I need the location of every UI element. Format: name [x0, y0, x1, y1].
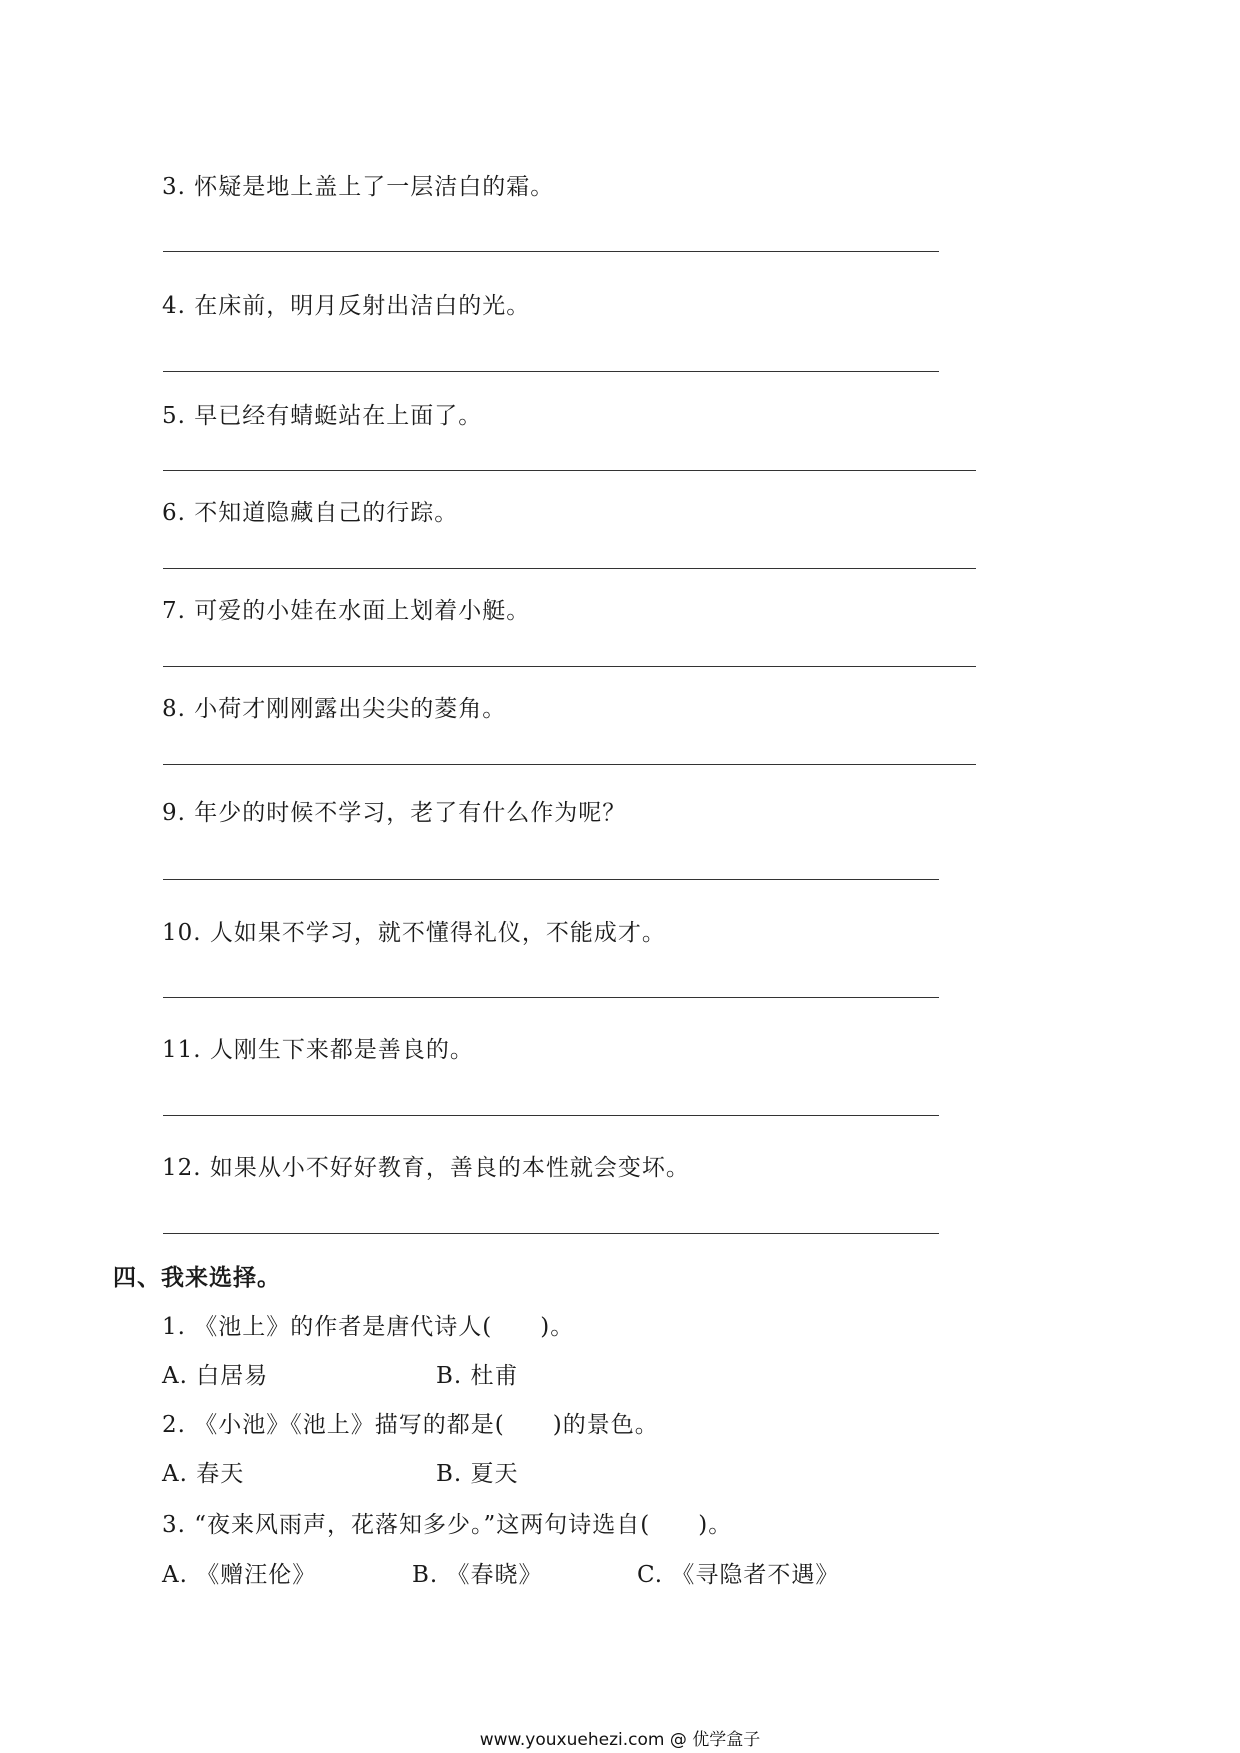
answer-line-8[interactable] [163, 764, 976, 765]
choice-1-option-a[interactable]: A. 白居易 [162, 1363, 269, 1389]
answer-line-7[interactable] [163, 666, 976, 667]
answer-line-9[interactable] [163, 879, 939, 880]
choice-3-option-c[interactable]: C. 《寻隐者不遇》 [637, 1562, 840, 1588]
question-4: 4. 在床前，明月反射出洁白的光。 [162, 293, 531, 319]
question-6: 6. 不知道隐藏自己的行踪。 [162, 500, 459, 526]
choice-1-option-b[interactable]: B. 杜甫 [436, 1363, 519, 1389]
question-3: 3. 怀疑是地上盖上了一层洁白的霜。 [162, 174, 555, 200]
choice-question-1: 1. 《池上》的作者是唐代诗人( )。 [162, 1314, 575, 1340]
answer-line-4[interactable] [163, 371, 939, 372]
answer-line-12[interactable] [163, 1233, 939, 1234]
question-7: 7. 可爱的小娃在水面上划着小艇。 [162, 598, 531, 624]
question-10: 10. 人如果不学习，就不懂得礼仪，不能成才。 [162, 920, 666, 946]
choice-2-option-b[interactable]: B. 夏天 [436, 1461, 519, 1487]
section-4-title: 四、我来选择。 [113, 1265, 281, 1291]
choice-3-option-a[interactable]: A. 《赠汪伦》 [162, 1562, 317, 1588]
choice-question-3: 3. “夜来风雨声，花落知多少。”这两句诗选自( )。 [162, 1512, 733, 1538]
answer-line-5[interactable] [163, 470, 976, 471]
answer-line-6[interactable] [163, 568, 976, 569]
choice-2-option-a[interactable]: A. 春天 [162, 1461, 245, 1487]
footer-watermark: www.youxuehezi.com @ 优学盒子 [479, 1730, 761, 1750]
answer-line-11[interactable] [163, 1115, 939, 1116]
choice-3-option-b[interactable]: B. 《春晓》 [412, 1562, 543, 1588]
question-5: 5. 早已经有蜻蜓站在上面了。 [162, 403, 483, 429]
answer-line-10[interactable] [163, 997, 939, 998]
question-8: 8. 小荷才刚刚露出尖尖的菱角。 [162, 696, 507, 722]
choice-question-2: 2. 《小池》《池上》描写的都是( )的景色。 [162, 1412, 659, 1438]
question-11: 11. 人刚生下来都是善良的。 [162, 1037, 474, 1063]
question-12: 12. 如果从小不好好教育，善良的本性就会变坏。 [162, 1155, 690, 1181]
answer-line-3[interactable] [163, 251, 939, 252]
question-9: 9. 年少的时候不学习，老了有什么作为呢？ [162, 800, 627, 826]
